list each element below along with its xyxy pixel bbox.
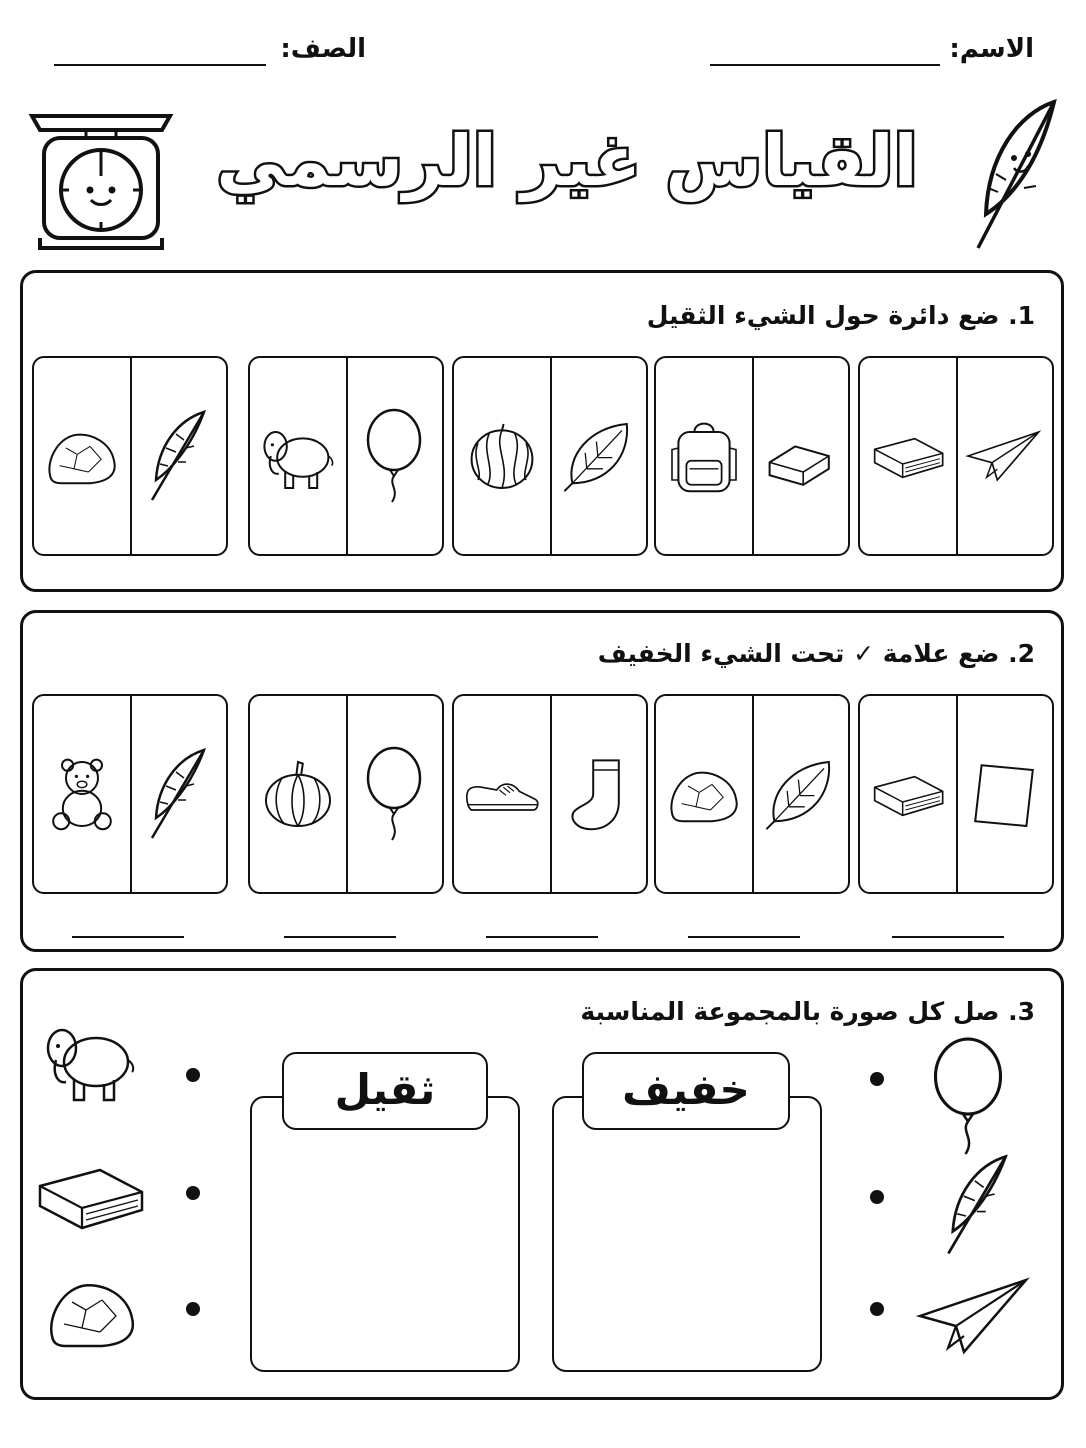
paper-airplane-icon[interactable]: [956, 358, 1052, 554]
comparison-pair: [32, 694, 228, 894]
paper-icon[interactable]: [956, 696, 1052, 892]
pair-divider: [752, 696, 754, 892]
question-2-instruction: 2. ضع علامة ✓ تحت الشيء الخفيف: [597, 639, 1035, 668]
book-icon[interactable]: [30, 1146, 150, 1250]
question-1-instruction: 1. ضع دائرة حول الشيء الثقيل: [646, 301, 1035, 330]
pair-divider: [130, 358, 132, 554]
pair-divider: [752, 358, 754, 554]
comparison-pair: [858, 694, 1054, 894]
answer-line[interactable]: [892, 936, 1004, 938]
rock-icon[interactable]: [34, 358, 130, 554]
pumpkin-icon[interactable]: [250, 696, 346, 892]
comparison-pair: [248, 694, 444, 894]
match-dot[interactable]: [870, 1190, 884, 1204]
pair-divider: [346, 696, 348, 892]
book-icon[interactable]: [860, 696, 956, 892]
paper-airplane-icon[interactable]: [914, 1266, 1034, 1370]
feather-mascot-icon: [958, 96, 1068, 256]
teddy-bear-icon[interactable]: [34, 696, 130, 892]
match-dot[interactable]: [186, 1302, 200, 1316]
name-label: الاسم:: [949, 34, 1034, 64]
leaf-icon[interactable]: [550, 358, 646, 554]
pair-divider: [130, 696, 132, 892]
light-group-box[interactable]: [552, 1096, 822, 1372]
question-2-pairs: [32, 694, 1054, 896]
class-label: الصف:: [280, 34, 366, 64]
shoe-icon[interactable]: [454, 696, 550, 892]
match-dot[interactable]: [870, 1072, 884, 1086]
pair-divider: [550, 696, 552, 892]
pair-divider: [956, 696, 958, 892]
scale-icon: [28, 104, 174, 252]
watermelon-icon[interactable]: [454, 358, 550, 554]
comparison-pair: [452, 356, 648, 556]
balloon-icon[interactable]: [918, 1034, 1018, 1163]
pair-divider: [346, 358, 348, 554]
light-group-label: خفيف: [582, 1052, 790, 1130]
heavy-group-box[interactable]: [250, 1096, 520, 1372]
answer-line[interactable]: [72, 936, 184, 938]
question-1-pairs: [32, 356, 1054, 558]
leaf-icon[interactable]: [752, 696, 848, 892]
feather-icon[interactable]: [922, 1150, 1032, 1264]
sock-icon[interactable]: [550, 696, 646, 892]
comparison-pair: [452, 694, 648, 894]
rock-icon[interactable]: [656, 696, 752, 892]
match-dot[interactable]: [186, 1186, 200, 1200]
balloon-icon[interactable]: [346, 696, 442, 892]
page-title: القياس غير الرسمي: [216, 120, 918, 202]
question-3-section: [20, 968, 1064, 1400]
class-field[interactable]: [54, 64, 266, 66]
name-field[interactable]: [710, 64, 940, 66]
feather-icon[interactable]: [130, 696, 226, 892]
comparison-pair: [248, 356, 444, 556]
rock-icon[interactable]: [32, 1262, 152, 1366]
comparison-pair: [858, 356, 1054, 556]
comparison-pair: [32, 356, 228, 556]
answer-line[interactable]: [486, 936, 598, 938]
match-dot[interactable]: [186, 1068, 200, 1082]
feather-icon[interactable]: [130, 358, 226, 554]
comparison-pair: [654, 356, 850, 556]
comparison-pair: [654, 694, 850, 894]
pair-divider: [956, 358, 958, 554]
backpack-icon[interactable]: [656, 358, 752, 554]
heavy-group-label: ثقيل: [282, 1052, 488, 1130]
pair-divider: [550, 358, 552, 554]
elephant-icon[interactable]: [250, 358, 346, 554]
elephant-icon[interactable]: [30, 1010, 150, 1114]
eraser-icon[interactable]: [752, 358, 848, 554]
balloon-icon[interactable]: [346, 358, 442, 554]
book-icon[interactable]: [860, 358, 956, 554]
answer-line[interactable]: [284, 936, 396, 938]
question-3-instruction: 3. صل كل صورة بالمجموعة المناسبة: [580, 997, 1035, 1026]
answer-line[interactable]: [688, 936, 800, 938]
match-dot[interactable]: [870, 1302, 884, 1316]
